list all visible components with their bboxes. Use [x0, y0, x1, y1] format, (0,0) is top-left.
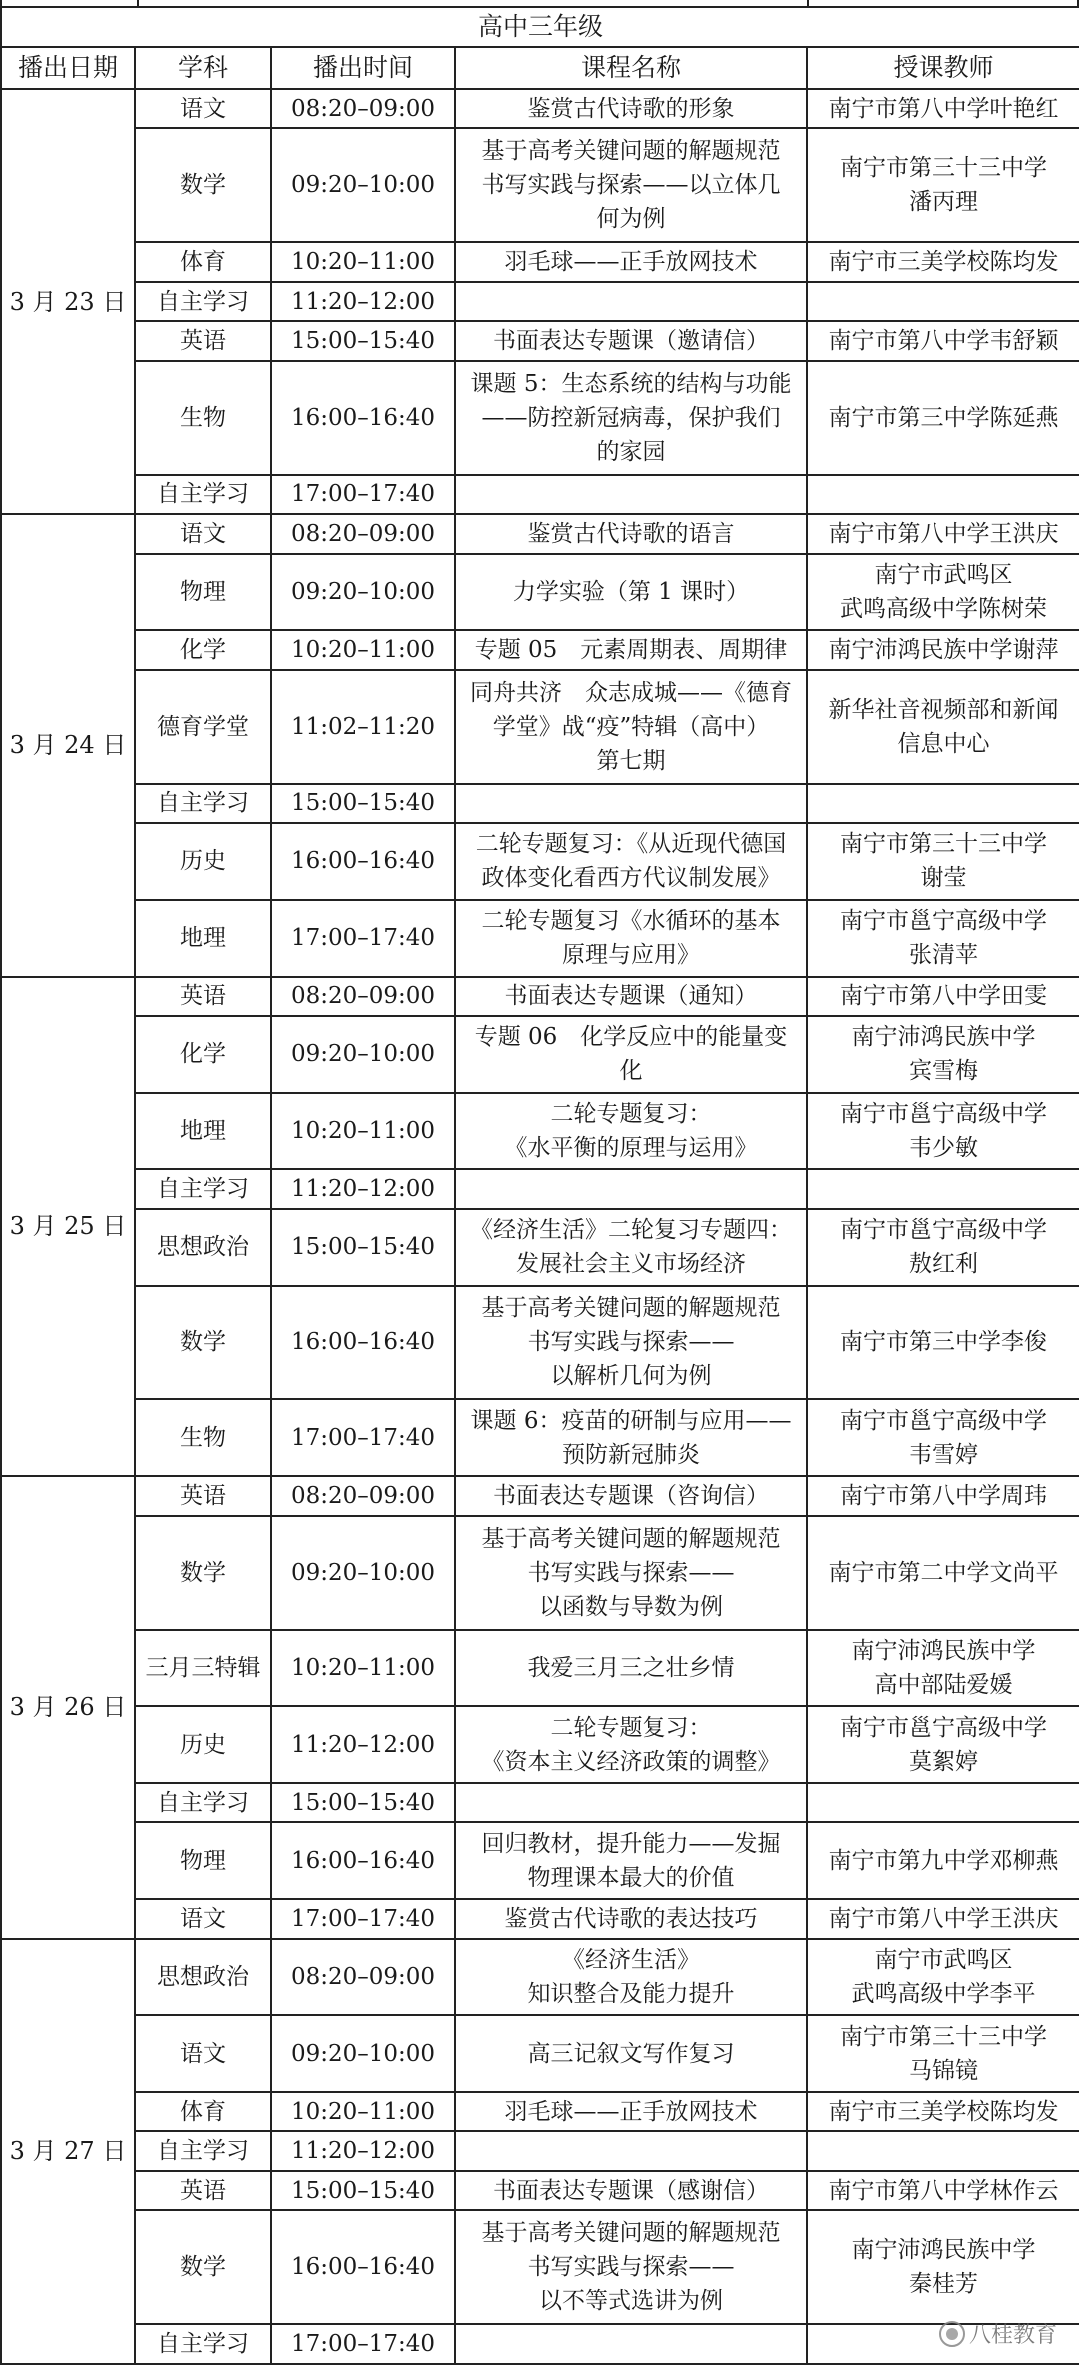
teacher-cell: 南宁市第八中学韦舒颖 [807, 321, 1079, 360]
subject-cell: 物理 [135, 554, 271, 631]
time-cell: 09:20–10:00 [271, 1016, 455, 1093]
subject-cell: 化学 [135, 630, 271, 669]
subject-cell: 数学 [135, 1516, 271, 1630]
table-row [1, 361, 1079, 475]
subject-cell: 数学 [135, 1286, 271, 1400]
course-cell [455, 1783, 807, 1822]
course-cell: 课题 5：生态系统的结构与功能 ——防控新冠病毒，保护我们 的家园 [455, 361, 807, 475]
course-cell: 专题 06 化学反应中的能量变 化 [455, 1016, 807, 1093]
teacher-cell: 南宁市武鸣区 武鸣高级中学李平 [807, 1939, 1079, 2016]
subject-cell: 英语 [135, 2171, 271, 2210]
course-cell: 书面表达专题课（感谢信） [455, 2171, 807, 2210]
table-row [1, 2092, 1079, 2131]
watermark [939, 2318, 1057, 2349]
time-cell: 10:20–11:00 [271, 1630, 455, 1707]
time-cell: 11:20–12:00 [271, 282, 455, 321]
table-row [1, 2324, 1079, 2364]
course-cell: 课题 6：疫苗的研制与应用—— 预防新冠肺炎 [455, 1399, 807, 1476]
time-cell: 15:00–15:40 [271, 1783, 455, 1822]
course-cell: 高三记叙文写作复习 [455, 2015, 807, 2092]
course-cell: 二轮专题复习： 《水平衡的原理与运用》 [455, 1093, 807, 1170]
time-cell: 09:20–10:00 [271, 1516, 455, 1630]
subject-cell: 数学 [135, 128, 271, 242]
table-row [1, 977, 1079, 1016]
subject-cell: 自主学习 [135, 475, 271, 514]
subject-cell: 自主学习 [135, 1169, 271, 1208]
course-cell: 《经济生活》二轮复习专题四： 发展社会主义市场经济 [455, 1209, 807, 1286]
time-cell: 17:00–17:40 [271, 900, 455, 977]
subject-cell: 生物 [135, 1399, 271, 1476]
time-cell: 11:20–12:00 [271, 1706, 455, 1783]
time-cell: 08:20–09:00 [271, 89, 455, 128]
teacher-cell: 南宁市第八中学叶艳红 [807, 89, 1079, 128]
course-cell [455, 2131, 807, 2170]
table-row [1, 670, 1079, 784]
time-cell: 09:20–10:00 [271, 554, 455, 631]
course-cell [455, 784, 807, 823]
header-course: 课程名称 [455, 47, 807, 89]
table-row [1, 823, 1079, 900]
course-cell: 二轮专题复习： 《资本主义经济政策的调整》 [455, 1706, 807, 1783]
time-cell: 16:00–16:40 [271, 2210, 455, 2324]
table-row [1, 2210, 1079, 2324]
teacher-cell: 南宁市三美学校陈均发 [807, 2092, 1079, 2131]
table-row [1, 282, 1079, 321]
header-date: 播出日期 [1, 47, 135, 89]
subject-cell: 历史 [135, 823, 271, 900]
subject-cell: 三月三特辑 [135, 1630, 271, 1707]
table-row [1, 630, 1079, 669]
subject-cell: 体育 [135, 242, 271, 281]
table-row [1, 784, 1079, 823]
subject-cell: 自主学习 [135, 282, 271, 321]
course-cell: 专题 05 元素周期表、周期律 [455, 630, 807, 669]
schedule-body [1, 89, 1079, 2364]
teacher-cell: 新华社音视频部和新闻 信息中心 [807, 670, 1079, 784]
subject-cell: 地理 [135, 1093, 271, 1170]
watermark-text: 八桂教育 [968, 2323, 1057, 2348]
subject-cell: 思想政治 [135, 1209, 271, 1286]
course-cell: 二轮专题复习《水循环的基本 原理与应用》 [455, 900, 807, 977]
table-row [1, 1399, 1079, 1476]
teacher-cell: 南宁市邕宁高级中学 莫絮婷 [807, 1706, 1079, 1783]
time-cell: 10:20–11:00 [271, 242, 455, 281]
course-cell: 二轮专题复习：《从近现代德国 政体变化看西方代议制发展》 [455, 823, 807, 900]
table-row [1, 1899, 1079, 1938]
time-cell: 16:00–16:40 [271, 1822, 455, 1899]
subject-cell: 数学 [135, 2210, 271, 2324]
time-cell: 11:20–12:00 [271, 2131, 455, 2170]
subject-cell: 语文 [135, 1899, 271, 1938]
time-cell: 17:00–17:40 [271, 1899, 455, 1938]
subject-cell: 英语 [135, 321, 271, 360]
time-cell: 15:00–15:40 [271, 2171, 455, 2210]
broadcast-date: 3 月 27 日 [1, 1939, 135, 2364]
table-row [1, 2131, 1079, 2170]
teacher-cell: 南宁沛鸿民族中学 秦桂芳 [807, 2210, 1079, 2324]
table-row [1, 1630, 1079, 1707]
subject-cell: 英语 [135, 977, 271, 1016]
table-row [1, 89, 1079, 128]
time-cell: 17:00–17:40 [271, 1399, 455, 1476]
broadcast-date: 3 月 25 日 [1, 977, 135, 1477]
table-row [1, 1822, 1079, 1899]
teacher-cell: 南宁市第八中学田雯 [807, 977, 1079, 1016]
time-cell: 08:20–09:00 [271, 514, 455, 553]
wechat-logo-icon [939, 2321, 965, 2347]
teacher-cell: 南宁市邕宁高级中学 敖红利 [807, 1209, 1079, 1286]
subject-cell: 语文 [135, 89, 271, 128]
grade-title: 高中三年级 [1, 7, 1079, 47]
teacher-cell: 南宁市邕宁高级中学 张清苹 [807, 900, 1079, 977]
teacher-cell: 南宁市第三中学李俊 [807, 1286, 1079, 1400]
table-row [1, 2015, 1079, 2092]
subject-cell: 自主学习 [135, 2324, 271, 2364]
time-cell: 08:20–09:00 [271, 977, 455, 1016]
time-cell: 17:00–17:40 [271, 475, 455, 514]
schedule-table [0, 6, 1079, 2365]
course-cell: 羽毛球——正手放网技术 [455, 2092, 807, 2131]
teacher-cell: 南宁市武鸣区 武鸣高级中学陈树荣 [807, 554, 1079, 631]
teacher-cell: 南宁市第八中学王洪庆 [807, 514, 1079, 553]
subject-cell: 历史 [135, 1706, 271, 1783]
table-row [1, 1516, 1079, 1630]
table-row [1, 554, 1079, 631]
course-cell: 基于高考关键问题的解题规范 书写实践与探索—— 以解析几何为例 [455, 1286, 807, 1400]
teacher-cell: 南宁市三美学校陈均发 [807, 242, 1079, 281]
course-cell: 羽毛球——正手放网技术 [455, 242, 807, 281]
course-cell: 鉴赏古代诗歌的表达技巧 [455, 1899, 807, 1938]
teacher-cell [807, 1169, 1079, 1208]
header-teacher: 授课教师 [807, 47, 1079, 89]
teacher-cell: 南宁市第八中学林作云 [807, 2171, 1079, 2210]
table-row [1, 1939, 1079, 2016]
course-cell: 书面表达专题课（通知） [455, 977, 807, 1016]
teacher-cell [807, 475, 1079, 514]
course-cell: 鉴赏古代诗歌的形象 [455, 89, 807, 128]
table-row [1, 1209, 1079, 1286]
course-cell [455, 2324, 807, 2364]
header-row [1, 47, 1079, 89]
header-subject: 学科 [135, 47, 271, 89]
course-cell: 我爱三月三之壮乡情 [455, 1630, 807, 1707]
broadcast-date: 3 月 24 日 [1, 514, 135, 976]
subject-cell: 化学 [135, 1016, 271, 1093]
time-cell: 08:20–09:00 [271, 1939, 455, 2016]
broadcast-date: 3 月 26 日 [1, 1476, 135, 1938]
header-time: 播出时间 [271, 47, 455, 89]
course-cell: 基于高考关键问题的解题规范 书写实践与探索——以立体几 何为例 [455, 128, 807, 242]
course-cell: 力学实验（第 1 课时） [455, 554, 807, 631]
table-row [1, 1706, 1079, 1783]
table-row [1, 475, 1079, 514]
teacher-cell [807, 282, 1079, 321]
teacher-cell: 南宁市邕宁高级中学 韦雪婷 [807, 1399, 1079, 1476]
subject-cell: 地理 [135, 900, 271, 977]
course-cell: 基于高考关键问题的解题规范 书写实践与探索—— 以函数与导数为例 [455, 1516, 807, 1630]
subject-cell: 自主学习 [135, 2131, 271, 2170]
subject-cell: 语文 [135, 514, 271, 553]
time-cell: 15:00–15:40 [271, 784, 455, 823]
teacher-cell [807, 784, 1079, 823]
course-cell: 回归教材，提升能力——发掘 物理课本最大的价值 [455, 1822, 807, 1899]
time-cell: 10:20–11:00 [271, 1093, 455, 1170]
time-cell: 10:20–11:00 [271, 630, 455, 669]
course-cell [455, 1169, 807, 1208]
teacher-cell: 南宁市第三十三中学 马锦镜 [807, 2015, 1079, 2092]
teacher-cell: 南宁沛鸿民族中学 宾雪梅 [807, 1016, 1079, 1093]
time-cell: 09:20–10:00 [271, 2015, 455, 2092]
time-cell: 10:20–11:00 [271, 2092, 455, 2131]
course-cell [455, 475, 807, 514]
table-row [1, 1093, 1079, 1170]
table-row [1, 1016, 1079, 1093]
subject-cell: 体育 [135, 2092, 271, 2131]
time-cell: 16:00–16:40 [271, 823, 455, 900]
course-cell: 鉴赏古代诗歌的语言 [455, 514, 807, 553]
course-cell: 《经济生活》 知识整合及能力提升 [455, 1939, 807, 2016]
table-row [1, 1286, 1079, 1400]
teacher-cell: 南宁市邕宁高级中学 韦少敏 [807, 1093, 1079, 1170]
course-cell: 书面表达专题课（咨询信） [455, 1476, 807, 1515]
table-row [1, 128, 1079, 242]
subject-cell: 英语 [135, 1476, 271, 1515]
time-cell: 09:20–10:00 [271, 128, 455, 242]
subject-cell: 自主学习 [135, 784, 271, 823]
table-row [1, 242, 1079, 281]
teacher-cell: 南宁市第三中学陈延燕 [807, 361, 1079, 475]
teacher-cell: 南宁市第三十三中学 谢莹 [807, 823, 1079, 900]
subject-cell: 自主学习 [135, 1783, 271, 1822]
table-row [1, 1783, 1079, 1822]
course-cell: 基于高考关键问题的解题规范 书写实践与探索—— 以不等式选讲为例 [455, 2210, 807, 2324]
table-row [1, 2171, 1079, 2210]
time-cell: 17:00–17:40 [271, 2324, 455, 2364]
teacher-cell: 南宁市第八中学周玮 [807, 1476, 1079, 1515]
table-row [1, 900, 1079, 977]
title-row [1, 7, 1079, 47]
subject-cell: 德育学堂 [135, 670, 271, 784]
teacher-cell: 南宁沛鸿民族中学 高中部陆爱媛 [807, 1630, 1079, 1707]
table-row [1, 321, 1079, 360]
time-cell: 15:00–15:40 [271, 321, 455, 360]
table-row [1, 1476, 1079, 1515]
time-cell: 15:00–15:40 [271, 1209, 455, 1286]
teacher-cell: 南宁市第九中学邓柳燕 [807, 1822, 1079, 1899]
time-cell: 16:00–16:40 [271, 1286, 455, 1400]
time-cell: 11:02–11:20 [271, 670, 455, 784]
broadcast-date: 3 月 23 日 [1, 89, 135, 514]
teacher-cell: 南宁市第八中学王洪庆 [807, 1899, 1079, 1938]
teacher-cell: 南宁市第二中学文尚平 [807, 1516, 1079, 1630]
subject-cell: 生物 [135, 361, 271, 475]
table-row [1, 514, 1079, 553]
course-cell: 同舟共济 众志成城——《德育 学堂》战“疫”特辑（高中） 第七期 [455, 670, 807, 784]
time-cell: 11:20–12:00 [271, 1169, 455, 1208]
teacher-cell [807, 1783, 1079, 1822]
course-cell [455, 282, 807, 321]
course-cell: 书面表达专题课（邀请信） [455, 321, 807, 360]
teacher-cell: 南宁市第三十三中学 潘丙理 [807, 128, 1079, 242]
subject-cell: 物理 [135, 1822, 271, 1899]
time-cell: 16:00–16:40 [271, 361, 455, 475]
subject-cell: 思想政治 [135, 1939, 271, 2016]
teacher-cell: 南宁沛鸿民族中学谢萍 [807, 630, 1079, 669]
subject-cell: 语文 [135, 2015, 271, 2092]
table-row [1, 1169, 1079, 1208]
time-cell: 08:20–09:00 [271, 1476, 455, 1515]
teacher-cell [807, 2131, 1079, 2170]
